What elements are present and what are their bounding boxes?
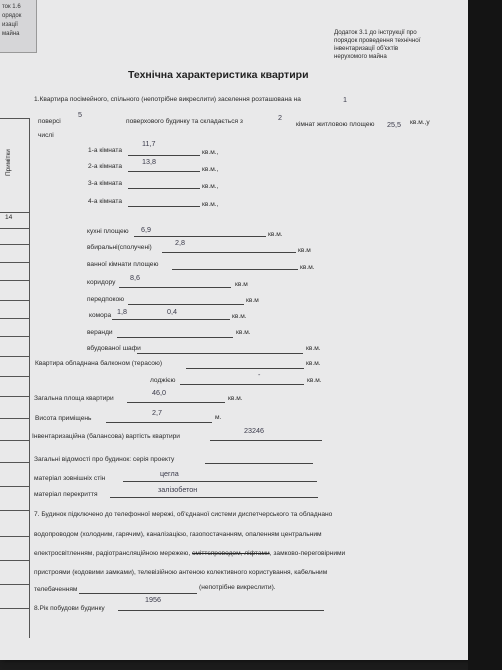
wardrobe-unit: кв.м. bbox=[306, 345, 321, 352]
corner-note-2: орядок bbox=[2, 13, 22, 19]
underline bbox=[128, 206, 200, 207]
line2-d: кв.м.,у bbox=[410, 119, 430, 126]
margin-rule bbox=[0, 396, 29, 397]
year-label: 8.Рік побудови будинку bbox=[34, 605, 105, 612]
margin-rule bbox=[0, 584, 29, 585]
room-4-unit: кв.м., bbox=[202, 201, 219, 208]
margin-rule bbox=[0, 262, 29, 263]
kitchen-unit: кв.м. bbox=[268, 231, 283, 238]
p7-line-5b: (непотрібне викреслити). bbox=[199, 584, 276, 591]
underline bbox=[117, 337, 233, 338]
underline bbox=[119, 287, 231, 288]
balcony-label: Квартира обладнана балконом (терасою) bbox=[35, 360, 163, 367]
inv-cost-label: Інвентаризаційна (балансова) вартість квартири bbox=[32, 433, 180, 440]
underline bbox=[110, 497, 318, 498]
underline bbox=[172, 269, 298, 270]
p7-line-4: пристроями (кодовими замками), телевізійною антеною колективного користування, кабельним bbox=[34, 569, 328, 576]
underline bbox=[186, 368, 304, 369]
background-edge bbox=[468, 0, 502, 670]
loggia-label: лоджією bbox=[150, 377, 176, 384]
loggia-value: - bbox=[258, 370, 261, 379]
side-number: 14 bbox=[5, 214, 13, 221]
margin-rule bbox=[0, 300, 29, 301]
bathroom-label: вбиральні(сполучені) bbox=[87, 244, 152, 251]
height-label: Висота приміщень bbox=[35, 415, 92, 422]
underline bbox=[128, 171, 200, 172]
underline bbox=[106, 422, 212, 423]
margin-line bbox=[29, 118, 30, 638]
hall-unit: кв.м bbox=[246, 297, 259, 304]
storage-unit: кв.м. bbox=[232, 313, 247, 320]
margin-rule bbox=[0, 462, 29, 463]
hall-label: передпокою bbox=[87, 296, 125, 303]
total-area-value: 46,0 bbox=[152, 388, 166, 397]
corner-note-3: изації bbox=[2, 22, 18, 28]
margin-rule bbox=[0, 244, 29, 245]
corridor-unit: кв.м bbox=[235, 281, 248, 288]
room-3-unit: кв.м., bbox=[202, 183, 219, 190]
bathroom-unit: кв.м bbox=[298, 247, 311, 254]
margin-rule bbox=[0, 486, 29, 487]
line1-text: 1.Квартира посімейного, спільного (непотрібне викреслити) заселення розташована на bbox=[34, 96, 301, 103]
year-value: 1956 bbox=[145, 595, 161, 604]
corner-note-4: майна bbox=[2, 31, 20, 37]
margin-rule bbox=[0, 510, 29, 511]
underline bbox=[134, 236, 266, 237]
p7-line-5a: телебаченням bbox=[34, 586, 78, 593]
inv-cost-value: 23246 bbox=[244, 426, 264, 435]
corridor-label: коридору bbox=[87, 279, 116, 286]
margin-rule bbox=[0, 376, 29, 377]
bath-room-label: ванної кімнати площею bbox=[87, 261, 159, 268]
line3: числі bbox=[38, 132, 54, 139]
appendix-line-3: інвентаризації об'єктів bbox=[334, 45, 399, 52]
margin-rule bbox=[0, 608, 29, 609]
underline bbox=[127, 402, 225, 403]
floor-value: 1 bbox=[343, 95, 347, 104]
underline bbox=[210, 440, 322, 441]
floors-label: матеріал перекриття bbox=[34, 491, 98, 498]
storage-value-2: 0,4 bbox=[167, 307, 177, 316]
p7-line-3a: електросвітленням, радіотрансляційною мережею, bbox=[34, 550, 191, 557]
appendix-line-1: Додаток 3.1 до інструкції про bbox=[334, 29, 417, 36]
line2-c: кімнат житловою площею bbox=[296, 121, 375, 128]
underline bbox=[205, 463, 313, 464]
room-1-unit: кв.м., bbox=[202, 149, 219, 156]
floors-count: 5 bbox=[78, 110, 82, 119]
loggia-unit: кв.м. bbox=[307, 377, 322, 384]
margin-rule bbox=[0, 560, 29, 561]
room-2-unit: кв.м., bbox=[202, 166, 219, 173]
underline bbox=[137, 353, 303, 354]
margin-rule bbox=[0, 336, 29, 337]
floors-value: залізобетон bbox=[158, 485, 198, 494]
underline bbox=[162, 252, 296, 253]
margin-rule bbox=[0, 212, 29, 213]
living-area: 25,5 bbox=[387, 120, 401, 129]
balcony-unit: кв.м. bbox=[306, 360, 321, 367]
room-1-label: 1-а кімната bbox=[88, 147, 123, 154]
underline bbox=[118, 610, 324, 611]
margin-rule bbox=[0, 318, 29, 319]
room-2-label: 2-а кімната bbox=[88, 163, 123, 170]
corridor-value: 8,6 bbox=[130, 273, 140, 282]
p7-line-3b: , замково-переговірними bbox=[269, 550, 346, 557]
walls-label: матеріал зовнішніх стін bbox=[34, 475, 106, 482]
appendix-line-2: порядок проведення технічної bbox=[334, 37, 421, 44]
margin-rule bbox=[0, 280, 29, 281]
underline bbox=[128, 304, 244, 305]
room-3-label: 3-а кімната bbox=[88, 180, 123, 187]
underline bbox=[128, 155, 200, 156]
corner-note-1: ток 1.6 bbox=[2, 4, 21, 10]
margin-rule bbox=[0, 356, 29, 357]
room-2-value: 13,8 bbox=[142, 157, 156, 166]
bath-room-unit: кв.м. bbox=[300, 264, 315, 271]
height-unit: м. bbox=[215, 414, 222, 421]
underline bbox=[128, 188, 200, 189]
appendix-line-4: нерухомого майна bbox=[334, 53, 387, 60]
walls-value: цегла bbox=[160, 469, 179, 478]
storage-value-1: 1,8 bbox=[117, 307, 127, 316]
general-label: Загальні відомості про будинок: серія проекту bbox=[34, 456, 175, 463]
storage-label: комора bbox=[89, 312, 112, 319]
p7-struck: сміттєпроводом, ліфтами bbox=[192, 550, 270, 557]
total-area-unit: кв.м. bbox=[228, 395, 243, 402]
p7-line-1: 7. Будинок підключено до телефонної мережі, об'єднаної системи диспетчерського та обладнано bbox=[34, 511, 333, 518]
room-4-label: 4-а кімната bbox=[88, 198, 123, 205]
height-value: 2,7 bbox=[152, 408, 162, 417]
total-area-label: Загальна площа квартири bbox=[34, 395, 114, 402]
margin-rule bbox=[0, 228, 29, 229]
side-label: Примітки bbox=[5, 149, 12, 176]
veranda-unit: кв.м. bbox=[236, 329, 251, 336]
margin-rule bbox=[0, 418, 29, 419]
veranda-label: веранди bbox=[87, 329, 113, 336]
wardrobe-label: вбудованої шафи bbox=[87, 345, 141, 352]
room-1-value: 11,7 bbox=[142, 139, 156, 148]
line2-b: поверхового будинку та складається з bbox=[126, 118, 243, 125]
line2-a: поверсі bbox=[38, 118, 61, 125]
underline bbox=[79, 593, 197, 594]
rooms-count: 2 bbox=[278, 113, 282, 122]
underline bbox=[112, 319, 230, 320]
underline bbox=[123, 481, 317, 482]
kitchen-value: 6,9 bbox=[141, 225, 151, 234]
margin-rule bbox=[0, 536, 29, 537]
p7-line-2: водопроводом (холодним, гарячим), каналізацією, газопостачанням, опаленням центральним bbox=[34, 531, 322, 538]
p7-line-3 bbox=[34, 551, 345, 558]
margin-rule bbox=[0, 440, 29, 441]
margin-rule bbox=[0, 118, 29, 119]
bathroom-value: 2,8 bbox=[175, 238, 185, 247]
kitchen-label: кухні площею bbox=[87, 228, 129, 235]
underline bbox=[180, 384, 304, 385]
page-title: Технічна характеристика квартири bbox=[128, 69, 309, 81]
